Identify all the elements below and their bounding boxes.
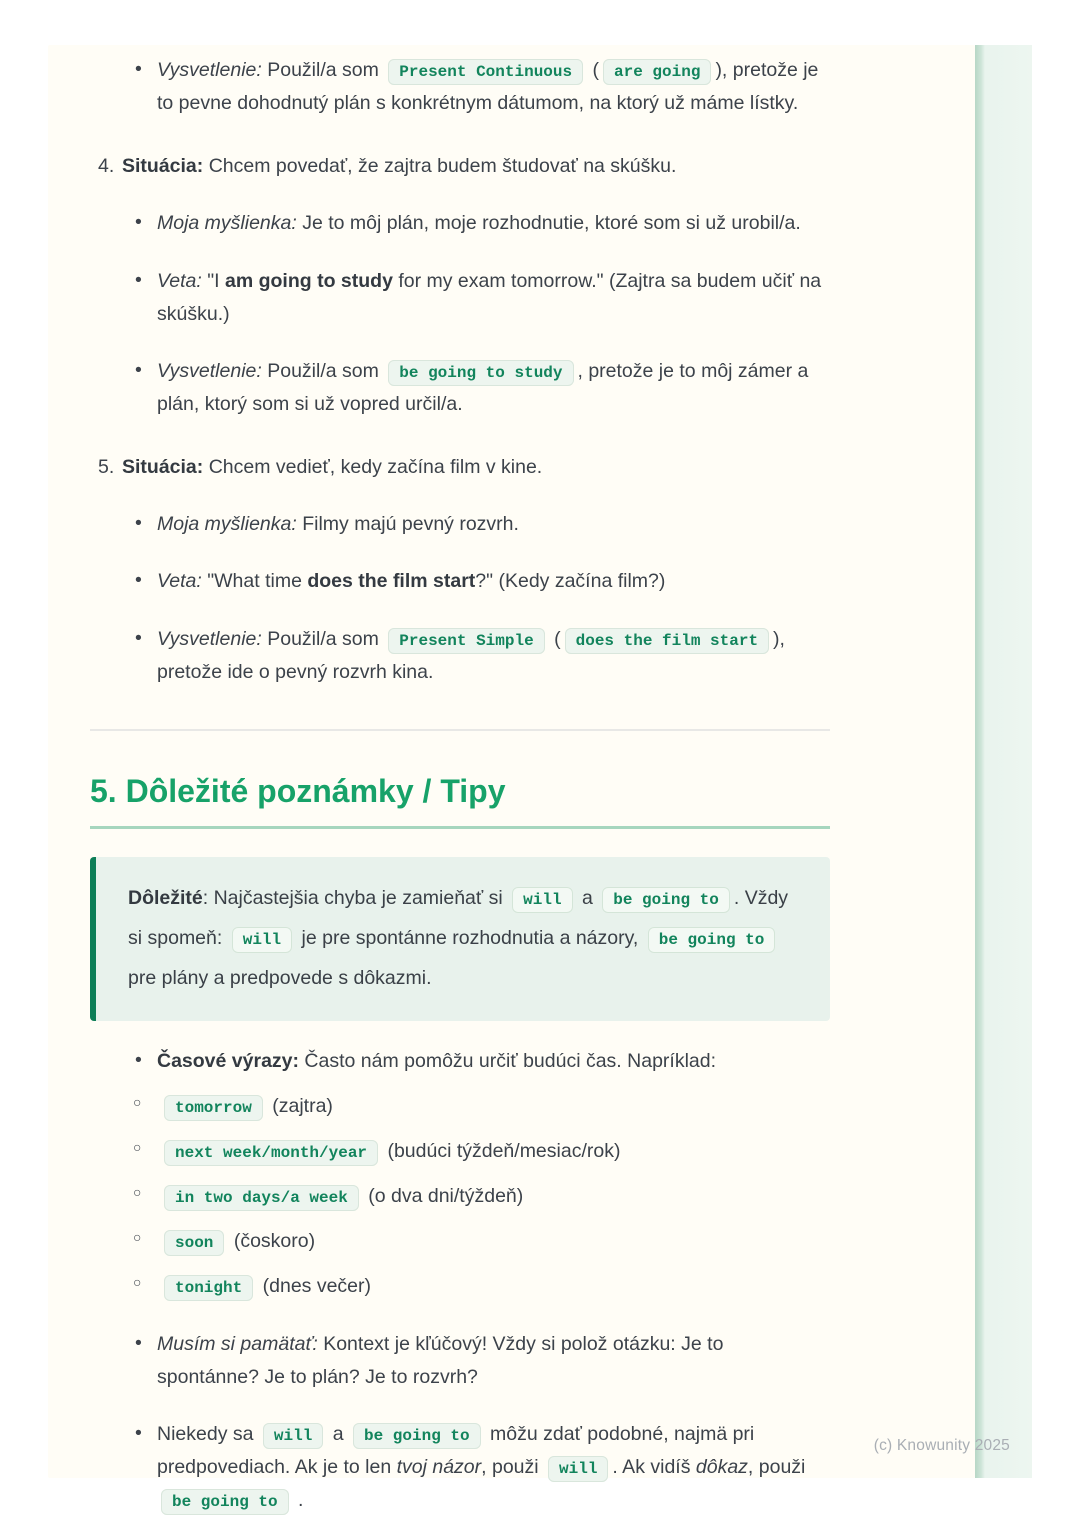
text-run: Použil/a som xyxy=(261,59,385,81)
list-item xyxy=(90,1270,830,1303)
text-run: ( xyxy=(548,627,561,650)
bullet-icon: • xyxy=(135,1331,142,1354)
bold-text: Časové výrazy: xyxy=(157,1049,300,1072)
text-run: "What time xyxy=(201,570,308,593)
text-run: a xyxy=(327,1422,349,1445)
circle-bullet-icon: ○ xyxy=(133,1274,142,1291)
bold-text: does the film start xyxy=(307,570,476,593)
text-run: Kontext je kľúčový! Vždy si polož otázku: Je to spontánne? Je to plán? Je to rozvrh? xyxy=(157,1332,724,1388)
text-run: Často nám pomôžu určiť budúci čas. Napríklad: xyxy=(299,1049,717,1072)
code-chip: are going xyxy=(603,59,711,85)
text-run: (dnes večer) xyxy=(257,1275,372,1298)
text-run: je pre spontánne rozhodnutia a názory, xyxy=(296,926,644,949)
list-item xyxy=(90,1180,830,1213)
list-item xyxy=(90,150,830,183)
code-chip: tonight xyxy=(164,1275,253,1301)
text-run: ), pretože ide o pevný rozvrh kina. xyxy=(157,627,785,683)
callout-box xyxy=(90,857,830,1021)
text-run: , použi xyxy=(481,1456,545,1478)
text-run: pre plány a predpovede s dôkazmi. xyxy=(128,966,432,989)
bold-text: Situácia: xyxy=(122,456,204,479)
bullet-icon: • xyxy=(135,1048,142,1071)
list-item xyxy=(90,54,830,120)
side-strip xyxy=(975,45,1032,1478)
list-item xyxy=(90,508,830,541)
list-item xyxy=(90,623,830,689)
italic-text: dôkaz xyxy=(695,1456,748,1478)
circle-bullet-icon: ○ xyxy=(133,1229,142,1246)
bold-text: Dôležité xyxy=(128,886,203,909)
text-run: ?" (Kedy začína film?) xyxy=(475,570,666,593)
text-run: Použil/a som xyxy=(261,359,385,382)
text-run: (čoskoro) xyxy=(228,1230,316,1253)
circle-bullet-icon: ○ xyxy=(133,1184,142,1201)
italic-text: Musím si pamätať: xyxy=(157,1332,318,1355)
code-chip: will xyxy=(232,927,292,953)
bullet-icon: • xyxy=(135,211,142,234)
text-run: , použi xyxy=(747,1456,806,1478)
bold-text: am going to study xyxy=(225,269,393,292)
list-item xyxy=(90,1225,830,1258)
code-chip: will xyxy=(512,887,572,913)
text-run: "I xyxy=(201,269,225,292)
text-run: ( xyxy=(587,59,600,81)
list-number: 4. xyxy=(98,155,115,178)
text-run: (zajtra) xyxy=(266,1094,333,1117)
text-run: Použil/a som xyxy=(261,627,385,650)
copyright-watermark: (c) Knowunity 2025 xyxy=(873,1437,1010,1454)
code-chip: be going to xyxy=(602,887,730,913)
text-run: (o dva dni/týždeň) xyxy=(362,1185,524,1208)
section-divider xyxy=(90,729,830,731)
section-heading: 5. Dôležité poznámky / Tipy xyxy=(90,771,830,829)
bullet-icon: • xyxy=(135,268,142,291)
code-chip: be going to xyxy=(161,1489,289,1515)
bullet-icon: • xyxy=(135,358,142,381)
bold-text: Situácia: xyxy=(122,155,204,178)
text-run: a xyxy=(576,886,599,909)
code-chip: next week/month/year xyxy=(164,1140,378,1166)
code-chip: tomorrow xyxy=(164,1095,263,1121)
text-run: ), pretože je to pevne dohodnutý plán s konkrétnym dátumom, na ktorý už máme lístky. xyxy=(157,59,819,115)
text-run: : Najčastejšia chyba je zamieňať si xyxy=(202,886,509,909)
list-number: 5. xyxy=(98,456,115,479)
code-chip: soon xyxy=(164,1230,224,1256)
text-run: Chcem vedieť, kedy začína film v kine. xyxy=(203,456,543,479)
text-run: môžu zdať podobné, najmä pri predpovediach. Ak je to len xyxy=(157,1422,755,1478)
text-run: (budúci týždeň/mesiac/rok) xyxy=(382,1140,621,1163)
text-run: for my exam tomorrow." (Zajtra sa budem učiť na skúšku.) xyxy=(157,269,822,325)
code-chip: be going to xyxy=(353,1423,481,1449)
italic-text: Moja myšlienka: xyxy=(157,212,297,235)
code-chip: in two days/a week xyxy=(164,1185,359,1211)
list-item xyxy=(90,1418,830,1517)
list-item xyxy=(90,565,830,598)
code-chip: will xyxy=(263,1423,323,1449)
code-chip: does the film start xyxy=(565,628,769,654)
text-run: Chcem povedať, že zajtra budem študovať na skúšku. xyxy=(203,155,677,178)
list-item xyxy=(90,1090,830,1123)
italic-text: Veta: xyxy=(157,570,202,593)
bullet-icon: • xyxy=(135,58,142,80)
code-chip: be going to xyxy=(648,927,776,953)
text-run: Niekedy sa xyxy=(157,1422,259,1445)
list-item xyxy=(90,207,830,240)
list-item xyxy=(90,451,830,484)
italic-text: Moja myšlienka: xyxy=(157,513,297,536)
list-item xyxy=(90,355,830,421)
italic-text: Vysvetlenie: xyxy=(157,359,262,382)
text-run: Je to môj plán, moje rozhodnutie, ktoré som si už urobil/a. xyxy=(296,212,801,235)
text-run: Filmy majú pevný rozvrh. xyxy=(296,513,519,536)
list-item xyxy=(90,1328,830,1394)
text-run: . Ak vidíš xyxy=(612,1456,696,1478)
circle-bullet-icon: ○ xyxy=(133,1093,142,1110)
bullet-icon: • xyxy=(135,1421,142,1444)
code-chip: Present Simple xyxy=(388,628,544,654)
list-item xyxy=(90,265,830,331)
bullet-icon: • xyxy=(135,512,142,535)
text-run: . xyxy=(292,1489,304,1512)
list-item xyxy=(90,1135,830,1168)
code-chip: be going to study xyxy=(388,360,573,386)
text-run: . Vždy si spomeň: xyxy=(128,886,789,949)
italic-text: Vysvetlenie: xyxy=(157,59,262,81)
document-content xyxy=(90,54,830,1517)
italic-text: Veta: xyxy=(157,269,202,292)
bullet-icon: • xyxy=(135,626,142,649)
text-run: , pretože je to môj zámer a plán, ktorý som si už vopred určil/a. xyxy=(157,359,809,415)
circle-bullet-icon: ○ xyxy=(133,1139,142,1156)
italic-text: tvoj názor xyxy=(396,1456,482,1478)
list-item xyxy=(90,1045,830,1078)
code-chip: Present Continuous xyxy=(388,59,583,85)
bullet-icon: • xyxy=(135,569,142,592)
code-chip: will xyxy=(548,1456,608,1482)
italic-text: Vysvetlenie: xyxy=(157,627,262,650)
